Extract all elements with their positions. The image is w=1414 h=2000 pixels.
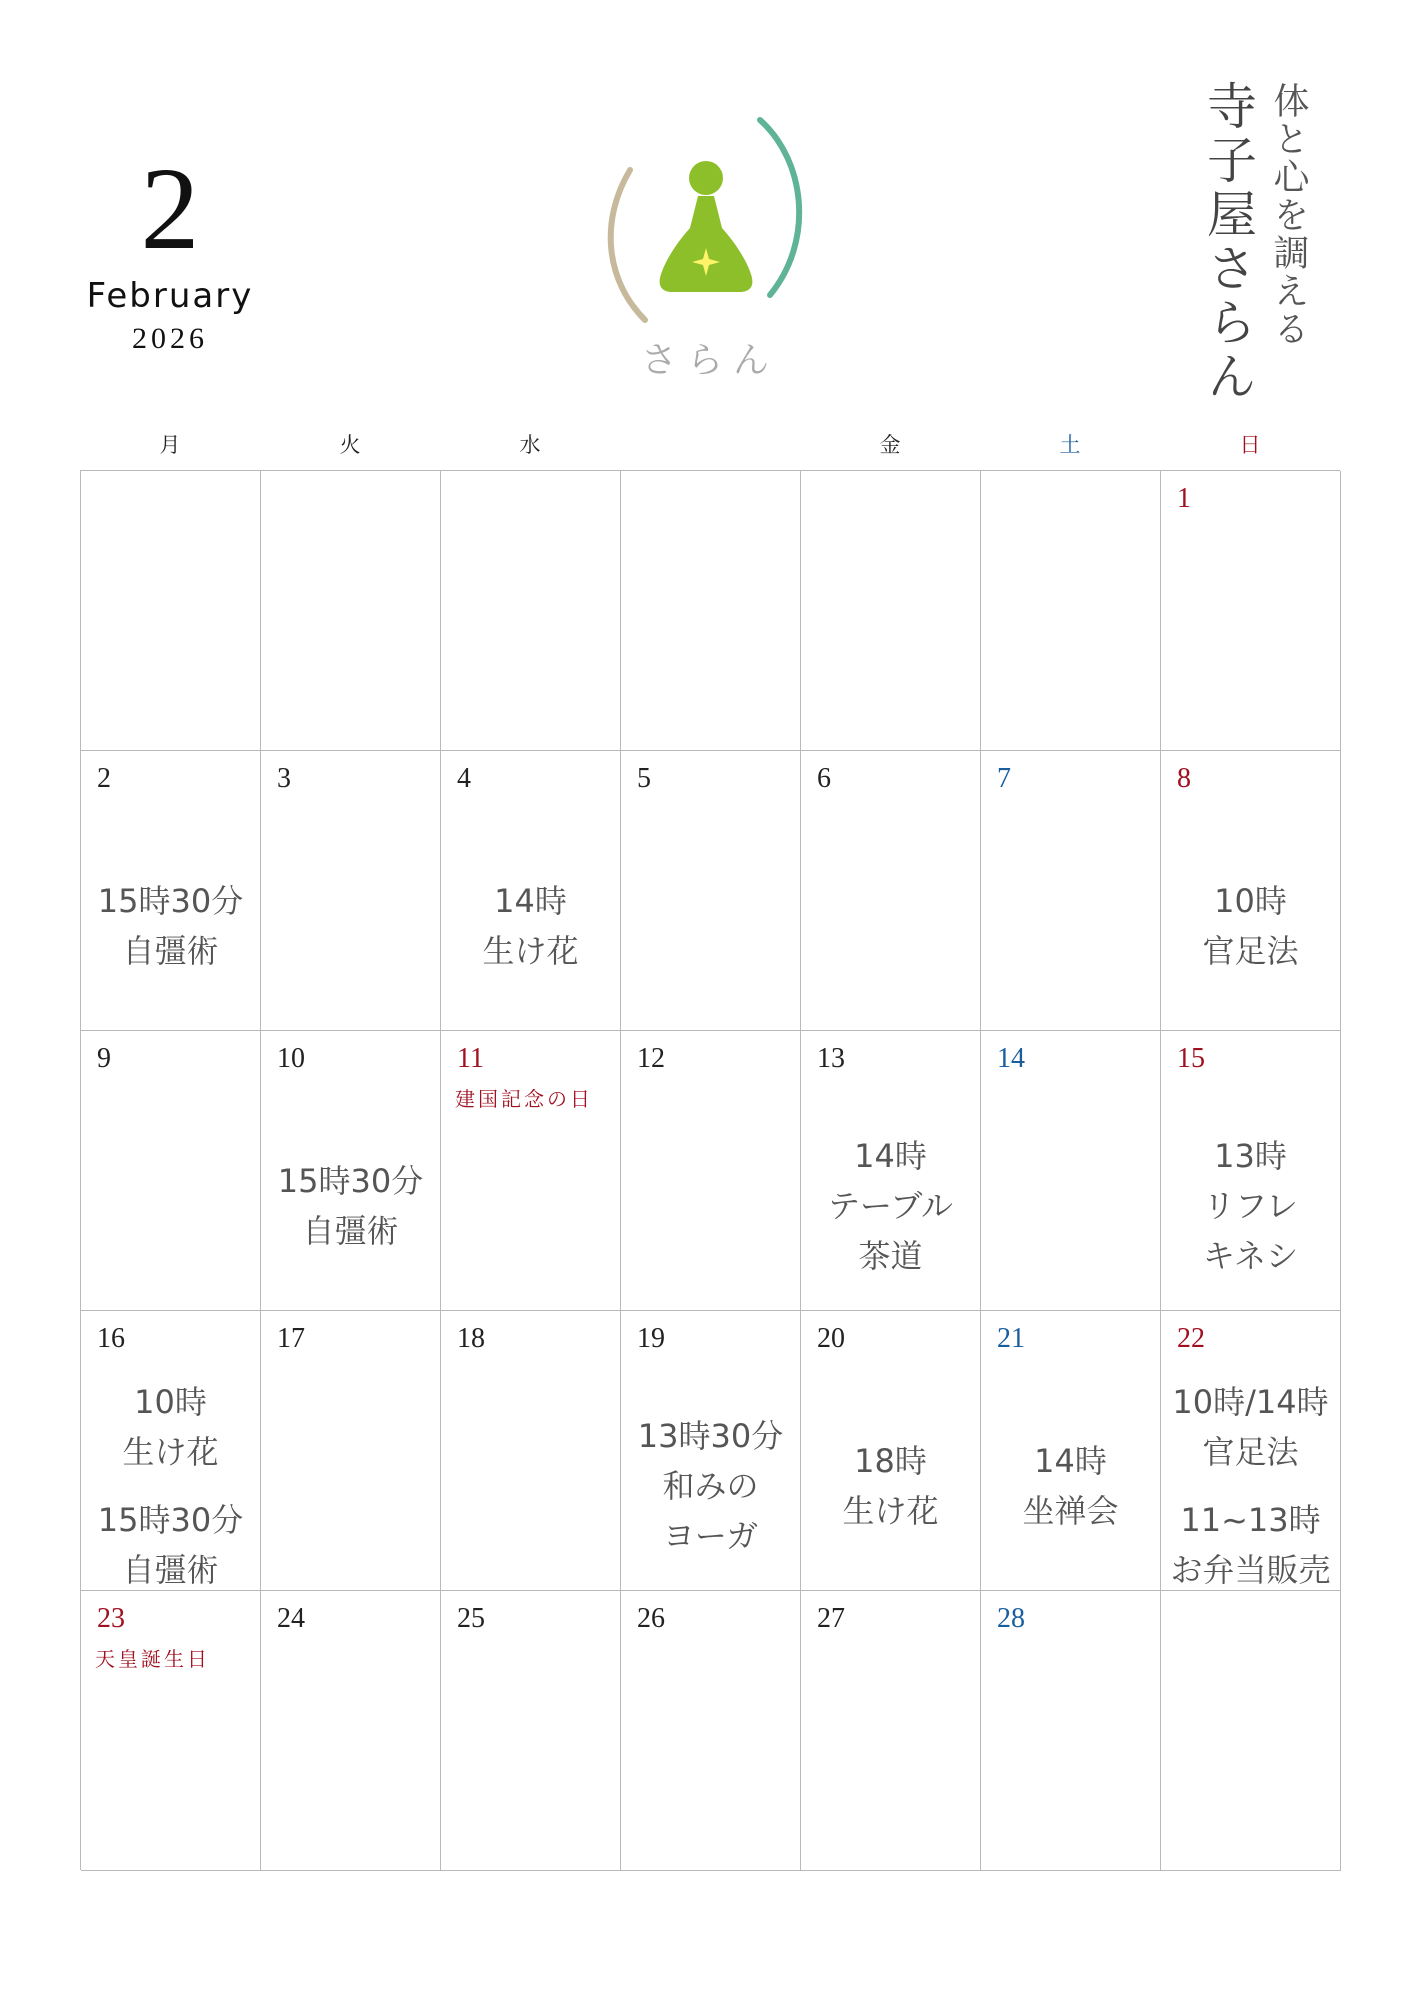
event-list [261,1156,440,1256]
event-title: 生け花 [842,1492,939,1530]
event-title: ヨーガ [662,1517,759,1555]
event-list [1161,1377,1340,1595]
event-title: 自彊術 [302,1212,399,1250]
meditating-figure-icon [660,161,753,292]
event-list [801,1131,980,1281]
event-time: 10時 [134,1383,207,1421]
year-label: 2026 [132,322,208,355]
month-heading [70,143,270,356]
event-list [81,1377,260,1595]
day-number: 22 [1177,1323,1205,1354]
day-number: 27 [817,1603,845,1634]
day-number: 24 [277,1603,305,1634]
event-title: 生け花 [122,1433,219,1471]
day-cell [441,1031,621,1311]
day-cell [441,1311,621,1591]
event-list [1161,1131,1340,1281]
day-number: 9 [97,1043,111,1074]
day-number: 16 [97,1323,125,1354]
event-title: 和みの [662,1467,759,1505]
day-cell [1161,1591,1341,1871]
event-time: 10時/14時 [1172,1383,1329,1421]
weekday-header [80,430,1340,470]
day-cell [801,1311,981,1591]
day-cell [1161,471,1341,751]
weekday-label: 日 [1239,433,1261,457]
day-cell [1161,751,1341,1031]
day-cell [981,1591,1161,1871]
event-title: 茶道 [858,1237,923,1275]
day-cell [81,1311,261,1591]
day-cell [981,1031,1161,1311]
day-number: 18 [457,1323,485,1354]
event-title: 官足法 [1202,932,1299,970]
day-number: 21 [997,1323,1025,1354]
day-number: 20 [817,1323,845,1354]
weekday-label [620,430,800,470]
event-title: 自彊術 [122,932,219,970]
event-time: 10時 [1214,882,1287,920]
title-main: 寺子屋さらん [1199,80,1257,404]
day-number: 5 [637,763,651,794]
day-number: 12 [637,1043,665,1074]
event-time: 13時30分 [637,1417,784,1455]
event-list [621,1411,800,1561]
weekday-label: 火 [339,433,361,457]
event-time: 15時30分 [97,882,244,920]
event-time: 18時 [854,1442,927,1480]
day-number: 3 [277,763,291,794]
day-number: 10 [277,1043,305,1074]
event-title: テーブル [827,1187,954,1225]
day-number: 28 [997,1603,1025,1634]
day-cell [81,1591,261,1871]
day-cell [981,471,1161,751]
event-spacer [1161,1477,1340,1495]
day-number: 7 [997,763,1011,794]
day-number: 19 [637,1323,665,1354]
event-title: 自彊術 [122,1551,219,1589]
day-number: 14 [997,1043,1025,1074]
day-cell [981,1311,1161,1591]
month-number: 2 [140,143,200,274]
day-number: 17 [277,1323,305,1354]
event-list [441,876,620,976]
day-cell [621,471,801,751]
weekday-label: 金 [879,433,901,457]
day-number: 13 [817,1043,845,1074]
event-list [981,1436,1160,1536]
day-cell [621,1311,801,1591]
event-list [801,1436,980,1536]
day-cell [621,1591,801,1871]
event-title: キネシ [1202,1237,1299,1275]
event-time: 13時 [1214,1137,1287,1175]
day-number: 2 [97,763,111,794]
day-cell [441,1591,621,1871]
day-number: 23 [97,1603,125,1634]
day-cell [801,1031,981,1311]
event-time: 14時 [1034,1442,1107,1480]
holiday-name: 建国記念の日 [455,1087,593,1111]
event-list [1161,876,1340,976]
day-number: 1 [1177,483,1191,514]
day-number: 15 [1177,1043,1205,1074]
day-cell [261,1591,441,1871]
day-cell [81,471,261,751]
day-cell [81,751,261,1031]
day-cell [1161,1031,1341,1311]
day-number: 4 [457,763,471,794]
event-spacer [81,1477,260,1495]
day-cell [801,751,981,1031]
day-cell [261,471,441,751]
event-title: 坐禅会 [1022,1492,1119,1530]
holiday-name: 天皇誕生日 [95,1647,210,1671]
day-cell [801,1591,981,1871]
day-cell [801,471,981,751]
day-cell [621,1031,801,1311]
day-cell [981,751,1161,1031]
event-list [81,876,260,976]
day-cell [1161,1311,1341,1591]
event-time: 15時30分 [97,1501,244,1539]
logo-text: さらん [640,340,780,381]
weekday-label: 月 [159,433,181,457]
day-cell [261,751,441,1031]
meditation-logo [590,110,830,400]
event-time: 15時30分 [277,1162,424,1200]
day-number: 8 [1177,763,1191,794]
event-time: 11~13時 [1180,1501,1321,1539]
day-number: 6 [817,763,831,794]
event-time: 14時 [854,1137,927,1175]
day-cell [441,751,621,1031]
weekday-label: 水 [519,433,541,457]
calendar-grid [80,470,1340,1870]
month-name: February [86,276,254,316]
event-title: お弁当販売 [1170,1551,1331,1589]
event-title: 官足法 [1202,1433,1299,1471]
event-time: 14時 [494,882,567,920]
event-title: 生け花 [482,932,579,970]
day-number: 25 [457,1603,485,1634]
day-cell [261,1311,441,1591]
title-subtitle: 体と心を調える [1268,82,1309,348]
day-cell [261,1031,441,1311]
day-number: 11 [457,1043,484,1074]
weekday-label: 土 [1059,433,1081,457]
day-cell [81,1031,261,1311]
event-title: リフレ [1203,1187,1298,1225]
day-number: 26 [637,1603,665,1634]
day-cell [621,751,801,1031]
day-cell [441,471,621,751]
